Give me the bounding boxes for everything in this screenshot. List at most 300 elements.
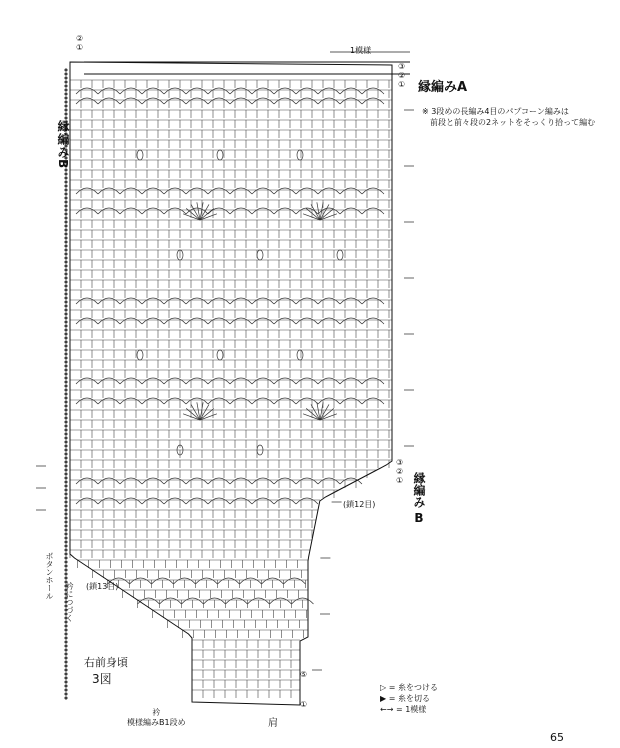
edging-a-label: 縁編みA [418,80,468,95]
fan-arc [186,478,208,484]
edge-stitch [65,425,67,427]
row-number: ① [396,476,404,485]
fan-arc [186,318,208,324]
edge-stitch [65,337,67,339]
legend-item [380,682,438,693]
fan-arc [120,88,142,94]
fan-arc [164,88,186,94]
edge-stitch [65,657,67,659]
piece-outline [70,62,392,705]
edge-stitch [65,305,67,307]
edge-stitch [65,521,67,523]
fan-arc [142,98,164,104]
edge-stitch [65,697,67,699]
fan-arc [362,398,384,404]
fan-arc [98,478,120,484]
fan-arc [274,318,296,324]
edge-stitch [65,577,67,579]
fan-arc [76,188,98,194]
edge-stitch [65,513,67,515]
popcorn-stitch [337,250,343,260]
edge-stitch [65,97,67,99]
fan-arc [164,298,186,304]
edge-stitch [65,85,67,87]
edge-stitch [65,293,67,295]
fan-arc [362,88,384,94]
fan-arc [230,318,252,324]
fan-arc [98,208,120,214]
edge-stitch [65,241,67,243]
edge-stitch [65,677,67,679]
fan-arc [120,498,142,504]
edge-stitch [65,669,67,671]
fan-arc [120,378,142,384]
edge-stitch [65,433,67,435]
chart-motifs [76,88,384,604]
edge-stitch [65,321,67,323]
edge-stitch [65,393,67,395]
edge-stitch [65,265,67,267]
fan-arc [296,318,318,324]
fan-arc [230,88,252,94]
edge-stitch [65,109,67,111]
popcorn-stitch [217,150,223,160]
row-number: ⑤ [300,670,308,679]
fan-arc [296,298,318,304]
edge-stitch [65,181,67,183]
fan-arc [120,398,142,404]
row-number: ③ [398,62,406,71]
fan-arc [142,478,164,484]
edge-stitch [65,357,67,359]
edge-stitch [65,333,67,335]
edging-b-right-label [412,472,426,525]
figure-number: 3図 [92,672,112,686]
edge-stitch [65,473,67,475]
fan-arc [318,188,340,194]
edge-stitch [65,173,67,175]
fan-arc [274,398,296,404]
collar-line1: 衿 [152,708,161,717]
edge-stitch [65,545,67,547]
one-pattern-label: 1模様 [350,46,372,55]
edging-b-right-line2: B [414,511,424,525]
edge-stitch [65,457,67,459]
fan-arc [296,378,318,384]
edge-stitch [65,681,67,683]
edge-stitch [65,537,67,539]
row-number: ② [398,71,406,80]
edge-stitch [65,281,67,283]
edge-stitch [65,273,67,275]
edge-stitch [65,105,67,107]
fan-arc [142,298,164,304]
edge-stitch [65,93,67,95]
fan-arc [274,498,296,504]
edge-stitch [65,465,67,467]
edge-stitch [65,193,67,195]
fan-arc [362,318,384,324]
legend-symbol: ←→ [380,705,394,714]
fan-arc [98,298,120,304]
edge-stitch [65,497,67,499]
fan-arc [274,378,296,384]
fan-arc [208,88,230,94]
fan-arc [186,98,208,104]
fan-arc [164,188,186,194]
edge-stitch [65,369,67,371]
fan-arc [76,208,98,214]
edge-stitch [65,237,67,239]
fan-arc [252,478,274,484]
buttonhole-label: ボタンホール [45,552,54,600]
edge-stitch [65,509,67,511]
fan-arc [164,208,186,214]
fan-arc [186,298,208,304]
fan-arc [252,188,274,194]
edge-stitch [65,365,67,367]
edge-stitch [65,501,67,503]
popcorn-stitch [297,150,303,160]
fan-arc [76,398,98,404]
fan-arc [208,378,230,384]
edge-stitch [65,361,67,363]
fan-stitch [303,214,320,220]
fan-stitch [183,214,200,220]
popcorn-stitch [257,250,263,260]
edge-stitch [65,401,67,403]
popcorn-stitch [137,150,143,160]
edge-stitch [65,437,67,439]
edge-stitch [65,637,67,639]
edge-stitch [65,573,67,575]
fan-arc [230,498,252,504]
fan-arc [296,478,318,484]
edge-stitch [65,561,67,563]
edge-stitch [65,625,67,627]
edge-stitch [65,469,67,471]
fan-arc [252,398,274,404]
fan-arc [142,378,164,384]
edge-stitch [65,477,67,479]
edge-stitch [65,649,67,651]
legend-text: = 1模様 [395,705,427,714]
edge-stitch [65,325,67,327]
legend-text: = 糸をつける [388,683,438,692]
fan-arc [230,398,252,404]
edge-stitch [65,217,67,219]
fan-arc [186,188,208,194]
shoulder-label: 肩 [268,718,278,729]
fan-arc [208,318,230,324]
fan-arc [296,98,318,104]
fan-arc [98,498,120,504]
edge-stitch [65,289,67,291]
edge-stitch [65,253,67,255]
fan-arc [274,98,296,104]
fan-arc [120,478,142,484]
edge-stitch [65,213,67,215]
edge-stitch [65,269,67,271]
fan-arc [362,208,384,214]
fan-arc [76,318,98,324]
fan-arc [274,208,296,214]
edge-stitch [65,525,67,527]
edge-stitch [65,221,67,223]
edge-stitch [65,209,67,211]
edge-stitch [65,533,67,535]
fan-arc [318,298,340,304]
fan-arc [340,188,362,194]
fan-arc [318,88,340,94]
fan-arc [164,478,186,484]
fan-arc [208,498,230,504]
legend [380,682,438,715]
edge-stitch [65,377,67,379]
fan-arc [318,478,340,484]
edge-stitch [65,445,67,447]
fan-arc [340,378,362,384]
legend-symbol: ▷ [380,683,387,692]
fan-arc [318,378,340,384]
fan-stitch [200,414,217,420]
legend-symbol: ▶ [380,694,387,703]
fan-arc [208,478,230,484]
edge-stitch [65,185,67,187]
edge-stitch [65,249,67,251]
fan-arc [318,98,340,104]
row-numbers-right-top [398,62,405,89]
fan-arc [230,298,252,304]
fan-arc [252,298,274,304]
fan-arc [120,318,142,324]
edge-stitch [65,693,67,695]
fan-arc [296,498,318,504]
edge-stitch [65,177,67,179]
edge-stitch [65,381,67,383]
edge-stitch [65,245,67,247]
edge-stitch [65,373,67,375]
edge-stitch [65,641,67,643]
fan-arc [98,318,120,324]
row-numbers-bottom [300,660,307,720]
fan-arc [208,98,230,104]
edge-stitch [65,205,67,207]
popcorn-stitch [297,350,303,360]
fan-arc [362,378,384,384]
legend-item [380,693,438,704]
edge-stitch [65,257,67,259]
neck-12-label: (鎖12目) [343,500,376,509]
fan-arc [252,498,274,504]
fan-arc [164,318,186,324]
fan-arc [318,318,340,324]
fan-stitch [183,414,200,420]
row-number: ② [396,467,404,476]
fan-arc [142,318,164,324]
fan-arc [98,378,120,384]
fan-arc [164,398,186,404]
edge-stitch [65,629,67,631]
fan-arc [340,398,362,404]
edge-stitch [65,285,67,287]
fan-arc [76,478,98,484]
fan-arc [340,298,362,304]
fan-arc [98,188,120,194]
fan-arc [340,88,362,94]
neck-13-label: (鎖13目) [86,582,119,591]
edge-stitch [65,329,67,331]
fan-arc [208,298,230,304]
row-number: ① [300,700,308,709]
fan-arc [274,188,296,194]
fan-arc [252,318,274,324]
fan-arc [76,88,98,94]
fan-arc [76,98,98,104]
edge-stitch [65,409,67,411]
edge-stitch [65,69,67,71]
row-number: ② [76,34,84,43]
fan-arc [98,88,120,94]
edge-stitch [65,413,67,415]
edge-stitch [65,653,67,655]
edge-stitch [65,517,67,519]
edge-stitch [65,297,67,299]
edge-stitch [65,529,67,531]
fan-arc [186,88,208,94]
fan-arc [120,298,142,304]
fan-arc [230,478,252,484]
fan-stitch [200,214,217,220]
edge-stitch [65,89,67,91]
fan-stitch [320,414,337,420]
edge-stitch [65,493,67,495]
chart-outline [65,62,410,705]
edge-stitch [65,405,67,407]
edge-stitch [65,113,67,115]
edge-stitch [65,349,67,351]
legend-text: = 糸を切る [388,694,430,703]
fan-arc [142,88,164,94]
row-numbers-top [76,34,83,52]
edge-stitch [65,261,67,263]
edge-stitch [65,481,67,483]
fan-arc [208,188,230,194]
fan-arc [208,208,230,214]
fan-arc [76,298,98,304]
fan-arc [230,188,252,194]
edge-stitch [65,549,67,551]
fan-arc [296,398,318,404]
edge-stitch [65,309,67,311]
edge-stitch [65,441,67,443]
continue-yoke-label: 衿につづく [65,582,74,622]
edge-stitch [65,201,67,203]
popcorn-note: ※ 3段めの長編み4目のパプコーン編みは 前段と前々段の2ネットをそっくり拾って編む [422,107,596,127]
edge-stitch [65,417,67,419]
edge-stitch [65,541,67,543]
edge-stitch [65,661,67,663]
fan-arc [164,98,186,104]
fan-arc [230,208,252,214]
edge-stitch [65,353,67,355]
fan-arc [318,398,340,404]
fan-arc [120,98,142,104]
fan-arc [120,208,142,214]
fan-arc [252,378,274,384]
edging-b-right-line1: 縁編み [412,472,426,508]
fan-arc [208,398,230,404]
legend-item [380,704,438,715]
edge-stitch [65,345,67,347]
edge-stitch [65,317,67,319]
collar-line2: 模様編みB1段め [127,718,186,727]
edge-stitch [65,673,67,675]
row-number: ① [76,43,84,52]
fan-arc [164,378,186,384]
fan-arc [186,498,208,504]
fan-arc [186,378,208,384]
edge-stitch [65,553,67,555]
row-numbers-neck [396,458,403,485]
edge-stitch [65,397,67,399]
fan-arc [76,378,98,384]
fan-arc [76,498,98,504]
fan-arc [296,188,318,194]
fan-arc [142,398,164,404]
edge-stitch [65,77,67,79]
edge-stitch [65,233,67,235]
fan-arc [252,208,274,214]
row-number: ③ [396,458,404,467]
fan-arc [362,98,384,104]
edge-stitch [65,189,67,191]
fan-stitch [320,214,337,220]
edge-stitch [65,301,67,303]
row-number: ① [398,80,406,89]
fan-arc [98,98,120,104]
edge-stitch [65,453,67,455]
edge-stitch [65,81,67,83]
edge-stitch [65,101,67,103]
popcorn-stitch [137,350,143,360]
fan-arc [142,208,164,214]
edge-stitch [65,421,67,423]
edge-stitch [65,389,67,391]
fan-arc [340,208,362,214]
edge-stitch [65,689,67,691]
edge-stitch [65,557,67,559]
edge-stitch [65,565,67,567]
fan-arc [340,98,362,104]
edge-stitch [65,665,67,667]
edge-stitch [65,385,67,387]
fan-arc [164,498,186,504]
edge-stitch [65,461,67,463]
fan-arc [142,188,164,194]
edge-stitch [65,197,67,199]
edge-stitch [65,485,67,487]
fan-arc [274,88,296,94]
fan-arc [252,98,274,104]
edge-stitch [65,633,67,635]
edge-stitch [65,569,67,571]
edge-stitch [65,341,67,343]
fan-arc [296,88,318,94]
fan-arc [142,498,164,504]
page-number: 65 [550,731,564,744]
edge-stitch [65,489,67,491]
